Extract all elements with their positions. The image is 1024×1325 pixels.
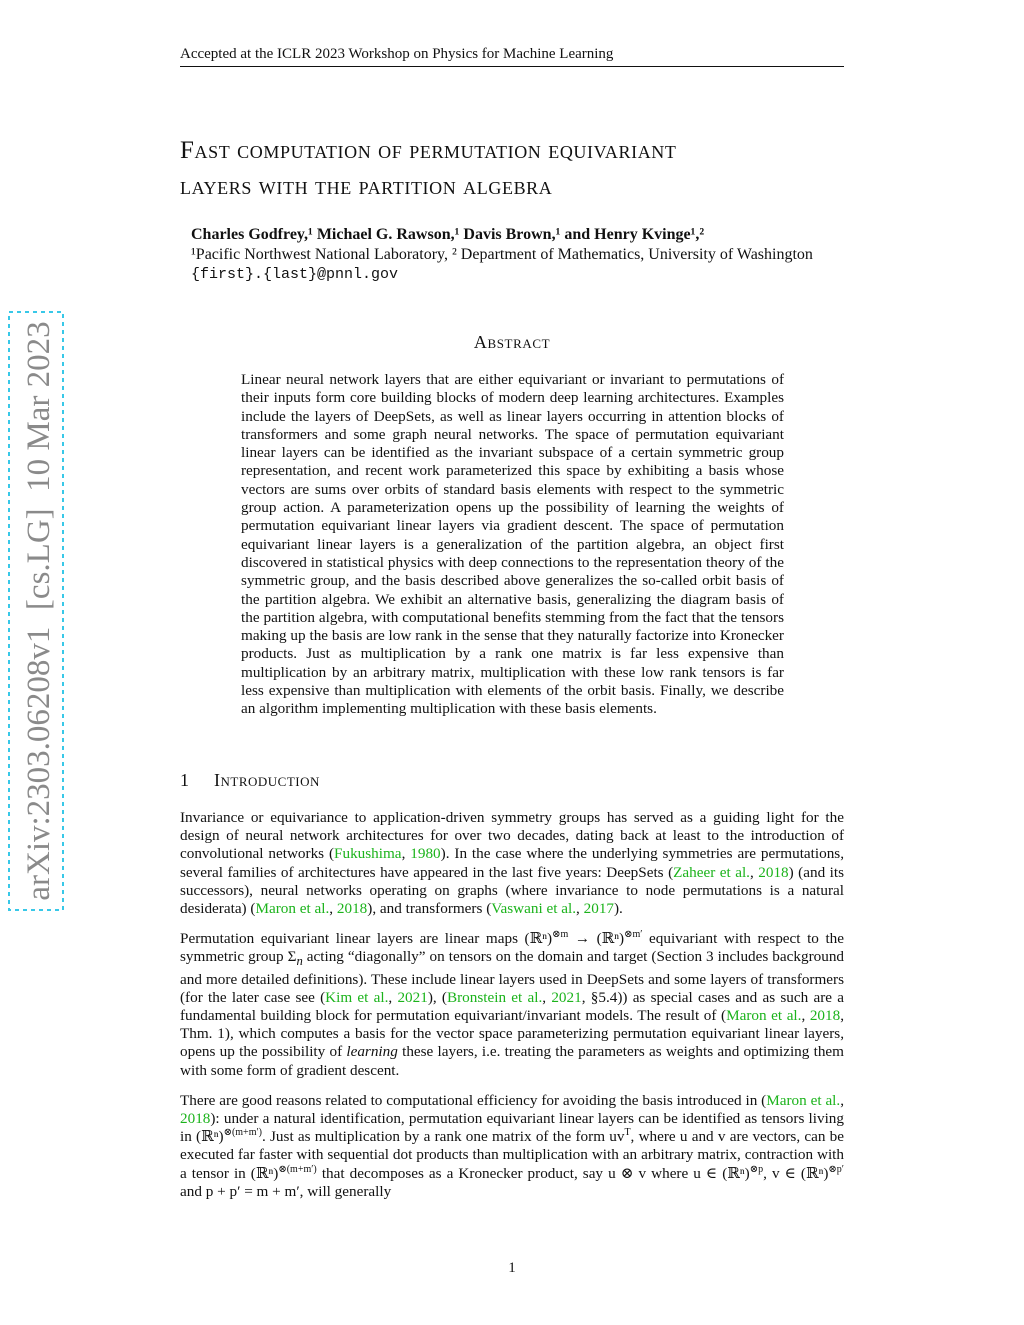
citation-link[interactable]: Zaheer et al. — [673, 863, 750, 881]
superscript: ⊗(m+m′) — [278, 1163, 317, 1175]
text-run: Invariance or equivariance to application-driven symmetry groups has served as a guiding light for the design of neural network architectures for over two decades, dating back at least to the introduction of convolutional networks ( — [180, 809, 844, 863]
paragraph-2: Permutation equivariant linear layers are linear maps (ℝⁿ)$^{\otimes m}$ → (ℝⁿ)$^{\otimes m'}$ equivariant with respect to the symmetric group $\Sigma_n$ acting “diagonally” on tensors on the domain and target (Section 3 includes background and more detailed definitions). These include linear layers used in DeepSets and some layers of transformers (for the later case see (Kim et al., 2021), (Bronstein et al., 2021, §5.4)) as special cases and as such are a fundamental building block for permutation equivariant/invariant models. The result of (Maron et al., 2018, Thm. 1), which computes a basis for the vector space parameterizing permutation equivariant linear layers, opens up the possibility of learning these layers, i.e. treating the parameters as weights and optimizing them with some form of gradient descent. — [180, 929, 845, 1079]
superscript: ⊗m — [552, 929, 569, 941]
text-run: equivariant with respect to the symmetric group Σ — [180, 930, 845, 966]
text-run: ), and transformers ( — [367, 900, 492, 918]
superscript: ⊗p — [749, 1163, 764, 1175]
citation-link[interactable]: Kim et al. — [325, 988, 389, 1006]
text-run: ). — [614, 900, 623, 918]
arxiv-stamp-text: arXiv:2303.06208v1 [cs.LG] 10 Mar 2023 — [21, 321, 57, 901]
text-run: ): under a natural identification, permutation equivariant linear layers can be identified as tensors living in (ℝⁿ) — [180, 1110, 844, 1146]
title-line-2: layers with the partition algebra — [180, 173, 553, 200]
citation-year-link[interactable]: 2017 — [583, 900, 614, 918]
author-email: {first}.{last}@pnnl.gov — [191, 266, 399, 283]
citation-link[interactable]: Bronstein et al. — [446, 988, 543, 1006]
section-heading — [180, 770, 844, 791]
text-run: , where u and v are vectors, can be executed far faster with sequential dot products than multiplication with an arbitrary matrix, contraction with a tensor in (ℝⁿ) — [180, 1128, 844, 1182]
running-header: Accepted at the ICLR 2023 Workshop on Physics for Machine Learning — [180, 44, 844, 67]
superscript: ⊗(m+m′) — [223, 1127, 262, 1139]
citation-link[interactable]: Maron et al. — [726, 1007, 802, 1025]
arxiv-stamp-graphic — [7, 310, 65, 912]
text-run: and p + p′ = m + m′, will generally — [180, 1182, 392, 1200]
text-run: these layers, i.e. treating the parameters as weights and optimizing them with some form of gradient descent. — [180, 1043, 844, 1079]
text-run: Permutation equivariant linear layers are linear maps (ℝⁿ) — [180, 930, 553, 948]
text-run: acting “diagonally” on tensors on the domain and target (Section 3 includes background and more detailed definitions). These include linear layers used in DeepSets and some layers of transformers (for the later case see ( — [180, 948, 845, 1006]
section-title: Introduction — [214, 770, 320, 790]
text-run: , §5.4)) as special cases and as such are a fundamental building block for permutation equivariant/invariant models. The result of ( — [180, 988, 845, 1025]
citation-year-link[interactable]: 2018 — [336, 900, 368, 918]
author-block — [191, 225, 851, 285]
superscript: ⊗p′ — [828, 1163, 844, 1175]
text-run: that decomposes as a Kronecker product, say u ⊗ v where u ∈ (ℝⁿ) — [316, 1164, 750, 1182]
citation-year-link[interactable]: 2021 — [397, 988, 428, 1006]
citation-link[interactable]: Maron et al. — [766, 1091, 841, 1109]
text-run: . Just as multiplication by a rank one matrix of the form uv — [262, 1128, 625, 1146]
abstract-text: Linear neural network layers that are either equivariant or invariant to permutations of their inputs form core building blocks of modern deep learning architectures. Examples include the layers of DeepSets, as well as linear layers occurring in attention blocks of transformers and some graph neural networks. The space of permutation equivariant linear layers can be identified as the invariant subspace of a certain symmetric group representation, and recent work parameterized this space by exhibiting a basis whose vectors are sums over orbits of standard basis elements with respect to the symmetric group action. A parameterization opens up the possibility of learning the weights of permutation equivariant linear layers via gradient descent. The space of permutation equivariant linear layers is a generalization of the partition algebra, an object first discovered in statistical physics with deep connections to the representation theory of the symmetric group, and the basis described above generalizes the so-called orbit basis of the partition algebra. We exhibit an alternative basis, generalizing the diagram basis of the partition algebra, with computational benefits stemming from the fact that the tensors making up the basis are low rank in the sense that they naturally factorize into Kronecker products. Just as multiplication by a rank one matrix is far less expensive than multiplication by an arbitrary matrix, multiplication with these low rank tensors is far less expensive than multiplication with elements of the orbit basis. Finally, we describe an algorithm implementing multiplication with these basis elements. — [241, 371, 784, 718]
citation-link[interactable]: Vaswani et al. — [491, 900, 577, 918]
citation-year-link[interactable]: 2018 — [180, 1110, 211, 1128]
text-run: ) (and its successors), neural networks operating on graphs (where invariance to node permutations is a natural desiderata) ( — [180, 863, 844, 918]
emphasis: learning — [346, 1043, 398, 1061]
text-run: , v ∈ (ℝⁿ) — [763, 1164, 829, 1182]
author-names: Charles Godfrey,¹ Michael G. Rawson,¹ Davis Brown,¹ and Henry Kvinge¹,² — [191, 226, 705, 243]
superscript: T — [624, 1127, 631, 1139]
affiliations: ¹Pacific Northwest National Laboratory, ² Department of Mathematics, University of Washington — [191, 246, 813, 263]
title-line-1: Fast computation of permutation equivariant — [180, 137, 677, 164]
citation-link[interactable]: Maron et al. — [255, 900, 330, 918]
text-run: There are good reasons related to computational efficiency for avoiding the basis introduced in ( — [180, 1091, 767, 1109]
citation-link[interactable]: Fukushima — [334, 845, 402, 863]
abstract-heading: Abstract — [473, 332, 551, 352]
page-number: 1 — [508, 1260, 516, 1276]
citation-year-link[interactable]: 2021 — [551, 988, 582, 1006]
citation-year-link[interactable]: 2018 — [809, 1007, 841, 1025]
superscript: ⊗m′ — [624, 929, 643, 941]
citation-year-link[interactable]: 2018 — [758, 863, 789, 881]
text-run: , Thm. 1), which computes a basis for the vector space parameterizing permutation equivariant linear layers, opens up the possibility of — [180, 1007, 844, 1061]
text-run: ), ( — [427, 988, 447, 1006]
citation-year-link[interactable]: 1980 — [410, 845, 441, 863]
paragraph-3: There are good reasons related to computational efficiency for avoiding the basis introduced in (Maron et al., 2018): under a natural identification, permutation equivariant linear layers can be identified as tensors living in (ℝⁿ)$^{\otimes(m+m')}$. Just as multiplication by a rank one matrix of the form $uv^T$, where u and v are vectors, can be executed far faster with sequential dot products than multiplication with an arbitrary matrix, contraction with a tensor in (ℝⁿ)$^{\otimes(m+m')}$ that decomposes as a Kronecker product, say u ⊗ v where u ∈ (ℝⁿ)$^{\otimes p}$, v ∈ (ℝⁿ)$^{\otimes p'}$ and p + p′ = m + m′, will generally — [180, 1091, 844, 1200]
arxiv-stamp — [7, 310, 65, 912]
paragraph-1: Invariance or equivariance to application-driven symmetry groups has served as a guiding light for the design of neural network architectures for over two decades, dating back at least to the introduction of convolutional networks (Fukushima, 1980). In the case where the underlying symmetries are permutations, several families of architectures have appeared in the last five years: DeepSets (Zaheer et al., 2018) (and its successors), neural networks operating on graphs (where invariance to node permutations is a natural desiderata) (Maron et al., 2018), and transformers (Vaswani et al., 2017). — [180, 809, 844, 918]
subscript: n — [296, 954, 303, 969]
section-number: 1 — [180, 770, 190, 790]
body-text — [180, 809, 844, 1213]
text-run: ). In the case where the underlying symmetries are permutations, several families of architectures have appeared in the last five years: DeepSets ( — [180, 845, 844, 881]
paper-title — [180, 133, 860, 205]
text-run: → (ℝⁿ) — [568, 930, 625, 948]
